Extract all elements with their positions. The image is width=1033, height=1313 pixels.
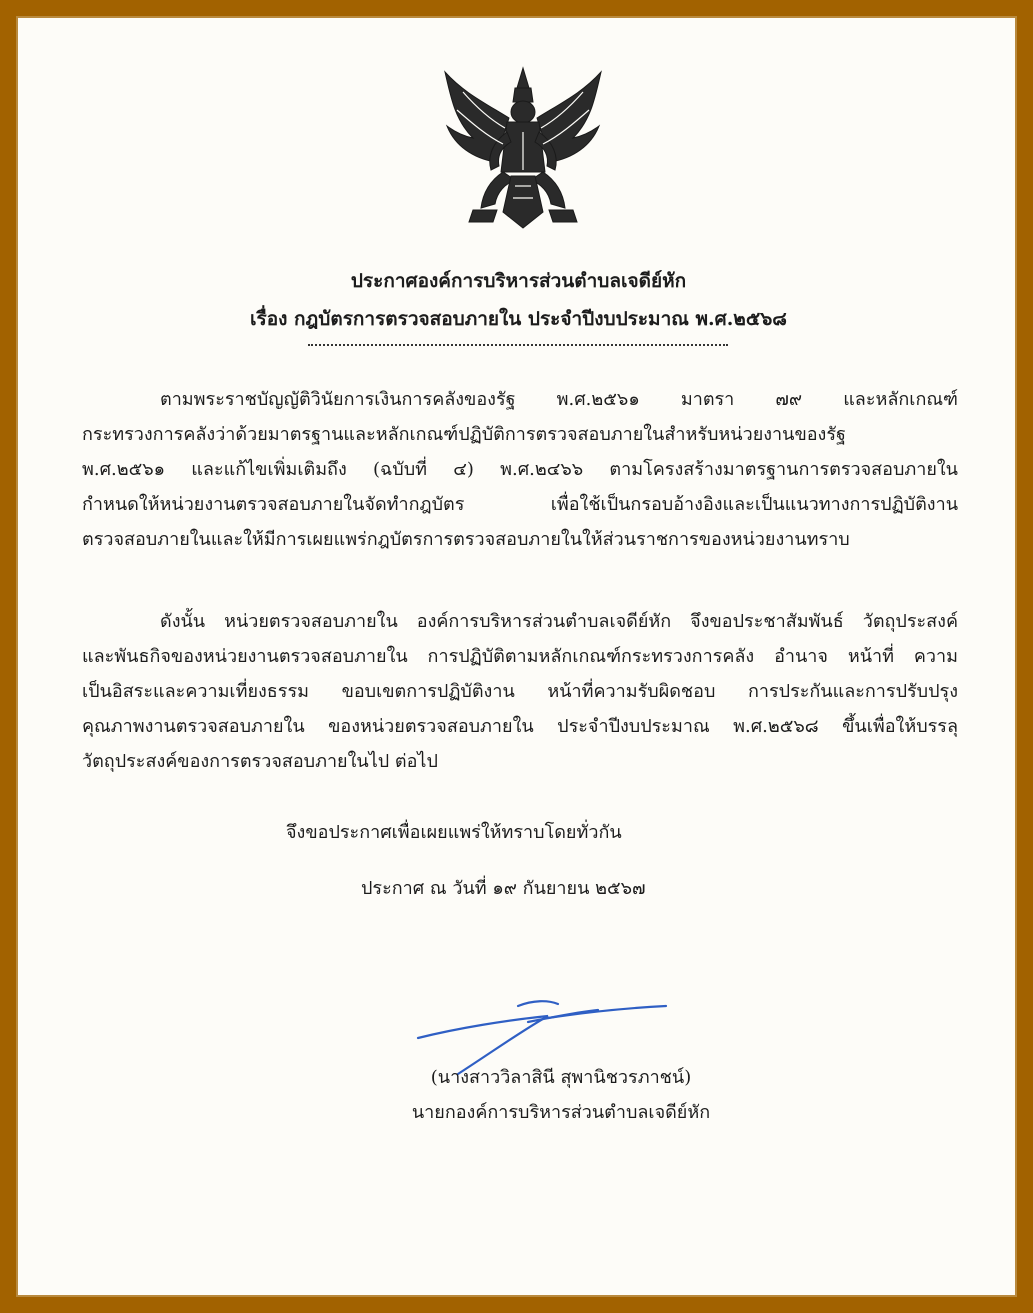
announcement-title: ประกาศองค์การบริหารส่วนตำบลเจดีย์หัก [350,270,687,292]
closing-statement: จึงขอประกาศเพื่อเผยแพร่ให้ทราบโดยทั่วกัน [286,822,622,843]
paragraph-line: เป็นอิสระและความเที่ยงธรรม ขอบเขตการปฏิบัติงาน หน้าที่ความรับผิดชอบ การประกันและการปรับปรุง [82,681,958,702]
garuda-emblem-icon [433,62,613,234]
body-paragraph-1 [82,382,958,557]
announcement-date: ประกาศ ณ วันที่ ๑๙ กันยายน ๒๕๖๗ [361,878,646,899]
paragraph-line: ตามพระราชบัญญัติวินัยการเงินการคลังของรัฐ พ.ศ.๒๕๖๑ มาตรา ๗๙ และหลักเกณฑ์ [160,389,958,410]
paragraph-line: ดังนั้น หน่วยตรวจสอบภายใน องค์การบริหารส่วนตำบลเจดีย์หัก จึงขอประชาสัมพันธ์ วัตถุประสงค์ [160,611,958,632]
announcement-subject: เรื่อง กฎบัตรการตรวจสอบภายใน ประจำปีงบประมาณ พ.ศ.๒๕๖๘ [250,308,787,330]
paragraph-line: วัตถุประสงค์ของการตรวจสอบภายในไป ต่อไป [82,751,438,772]
signer-name: (นางสาววิลาสินี สุพานิชวรภาชน์) [430,1067,692,1088]
paragraph-line: ตรวจสอบภายในและให้มีการเผยแพร่กฎบัตรการตรวจสอบภายในให้ส่วนราชการของหน่วยงานทราบ [82,529,850,550]
paragraph-line: พ.ศ.๒๕๖๑ และแก้ไขเพิ่มเติมถึง (ฉบับที่ ๔) พ.ศ.๒๔๖๖ ตามโครงสร้างมาตรฐานการตรวจสอบภายใน [82,459,958,480]
paragraph-line: กระทรวงการคลังว่าด้วยมาตรฐานและหลักเกณฑ์ปฏิบัติการตรวจสอบภายในสำหรับหน่วยงานของรัฐ [82,424,846,445]
body-paragraph-2 [82,604,958,779]
signer-position: นายกองค์การบริหารส่วนตำบลเจดีย์หัก [411,1102,711,1123]
document-page [16,16,1017,1297]
paragraph-line: คุณภาพงานตรวจสอบภายใน ของหน่วยตรวจสอบภายใน ประจำปีงบประมาณ พ.ศ.๒๕๖๘ ขึ้นเพื่อให้บรรลุ [82,716,958,737]
paragraph-line: และพันธกิจของหน่วยงานตรวจสอบภายใน การปฏิบัติตามหลักเกณฑ์กระทรวงการคลัง อำนาจ หน้าที่ ความ [82,646,958,667]
dotted-divider [308,344,728,346]
paragraph-line: กำหนดให้หน่วยงานตรวจสอบภายในจัดทำกฎบัตร เพื่อใช้เป็นกรอบอ้างอิงและเป็นแนวทางการปฏิบัติงาน [82,494,958,515]
